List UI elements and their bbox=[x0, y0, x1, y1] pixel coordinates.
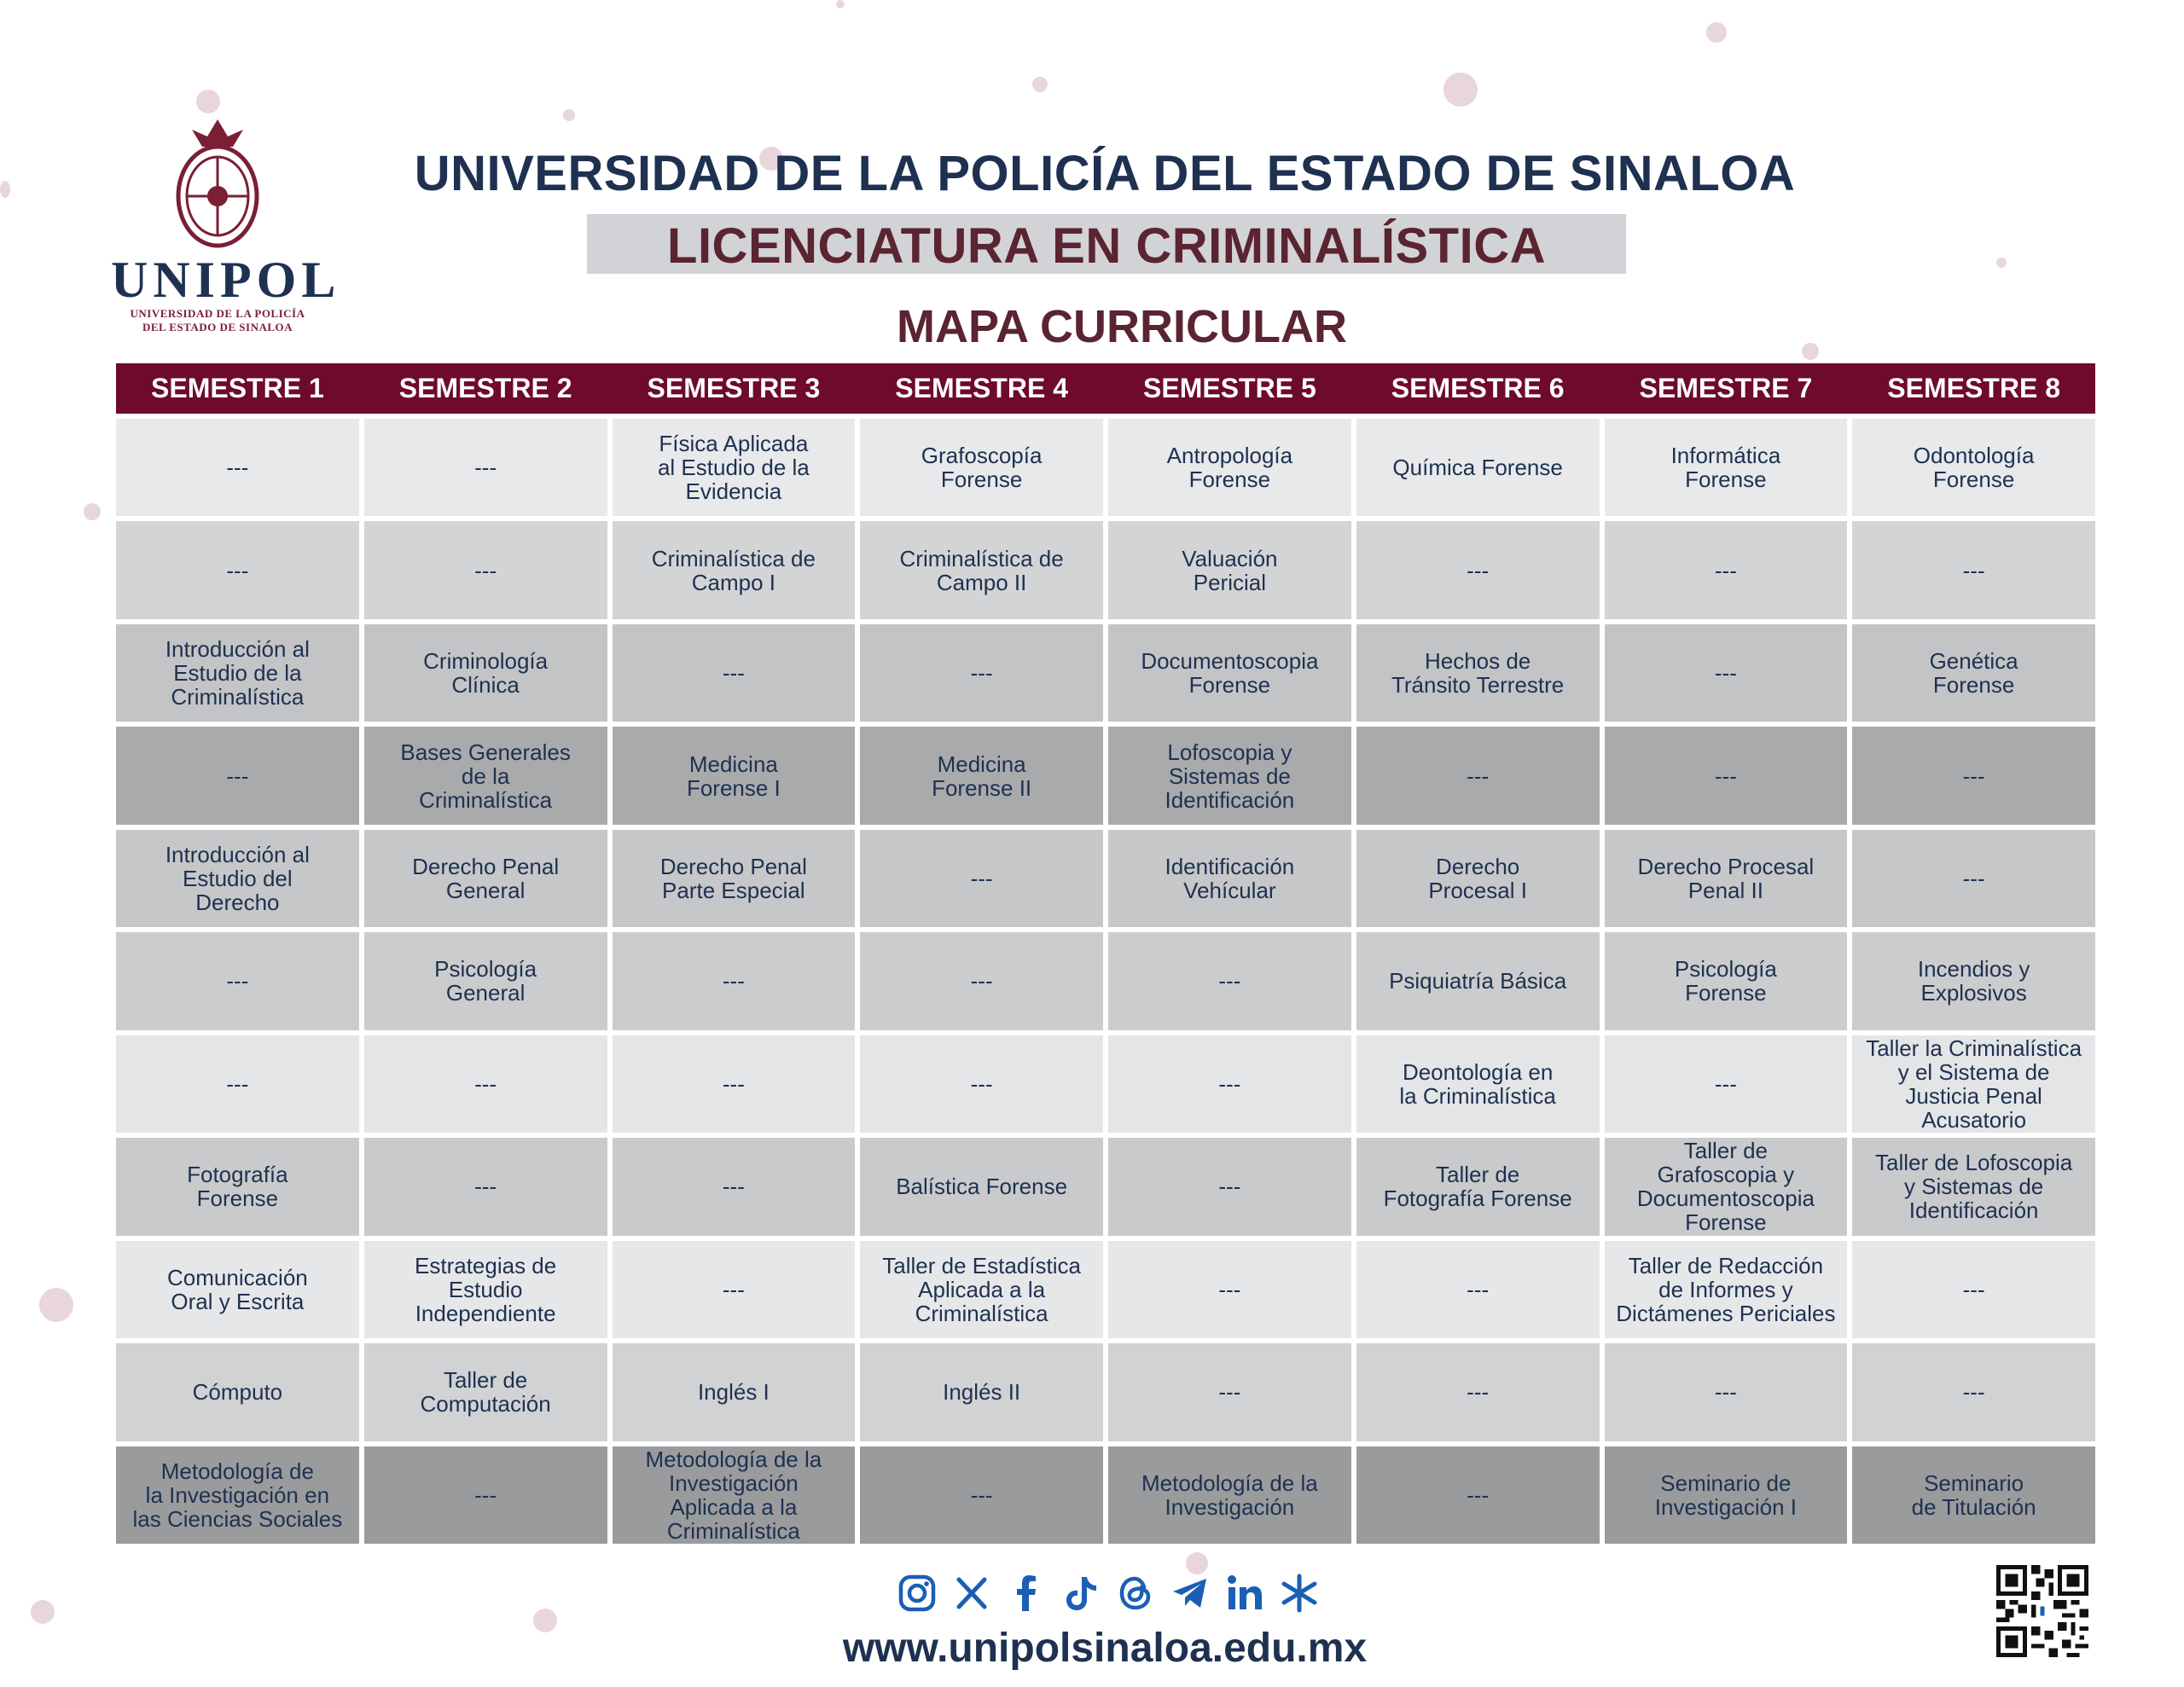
course-cell: Derecho Procesal Penal II bbox=[1605, 830, 1848, 927]
course-cell: --- bbox=[1605, 1035, 1848, 1133]
course-cell: Psicología General bbox=[364, 932, 607, 1029]
course-cell: --- bbox=[1108, 932, 1351, 1029]
course-cell: --- bbox=[1108, 1343, 1351, 1441]
course-cell: --- bbox=[1356, 1343, 1600, 1441]
semester-header-7: SEMESTRE 7 bbox=[1639, 373, 1813, 403]
course-cell: Hechos de Tránsito Terrestre bbox=[1356, 624, 1600, 722]
course-cell: Introducción al Estudio del Derecho bbox=[116, 830, 359, 927]
course-cell: --- bbox=[860, 830, 1103, 927]
course-cell: --- bbox=[1356, 1241, 1600, 1338]
logo-name: UNIPOL bbox=[111, 252, 341, 308]
course-cell: Medicina Forense II bbox=[860, 727, 1103, 824]
decor-dot bbox=[563, 109, 575, 121]
course-cell: --- bbox=[860, 1446, 1103, 1544]
semester-header-1: SEMESTRE 1 bbox=[151, 373, 324, 403]
decor-dot bbox=[196, 90, 220, 113]
course-cell: Criminalística de Campo II bbox=[860, 521, 1103, 618]
course-cell: --- bbox=[1852, 830, 2095, 927]
semester-header-8: SEMESTRE 8 bbox=[1887, 373, 2060, 403]
course-cell: --- bbox=[613, 1035, 856, 1133]
decor-dot bbox=[836, 0, 845, 9]
threads-icon[interactable] bbox=[1114, 1572, 1157, 1615]
course-cell: --- bbox=[1108, 1138, 1351, 1235]
decor-dot bbox=[31, 1600, 55, 1624]
logo-subtitle-line1: UNIVERSIDAD DE LA POLICÍA bbox=[130, 307, 305, 320]
course-cell: --- bbox=[116, 419, 359, 516]
course-cell: Metodología de la Investigación Aplicada a la Criminalística bbox=[613, 1446, 856, 1544]
course-cell: Fotografía Forense bbox=[116, 1138, 359, 1235]
instagram-icon[interactable] bbox=[896, 1572, 938, 1615]
course-cell: --- bbox=[1108, 1035, 1351, 1133]
course-cell: Odontología Forense bbox=[1852, 419, 2095, 516]
course-cell: --- bbox=[1852, 521, 2095, 618]
course-cell: Estrategias de Estudio Independiente bbox=[364, 1241, 607, 1338]
course-cell: Deontología en la Criminalística bbox=[1356, 1035, 1600, 1133]
course-cell: --- bbox=[1605, 521, 1848, 618]
course-cell: Química Forense bbox=[1356, 419, 1600, 516]
course-cell: Antropología Forense bbox=[1108, 419, 1351, 516]
course-cell: Taller de Grafoscopia y Documentoscopia Forense bbox=[1605, 1138, 1848, 1235]
course-cell: --- bbox=[1605, 727, 1848, 824]
semester-header-5: SEMESTRE 5 bbox=[1143, 373, 1316, 403]
semester-header-6: SEMESTRE 6 bbox=[1391, 373, 1565, 403]
course-cell: Taller de Lofoscopia y Sistemas de Identificación bbox=[1852, 1138, 2095, 1235]
course-cell: Bases Generales de la Criminalística bbox=[364, 727, 607, 824]
qr-code-icon bbox=[1996, 1565, 2088, 1657]
semester-header-4: SEMESTRE 4 bbox=[895, 373, 1068, 403]
decor-dot bbox=[84, 503, 101, 520]
course-cell: --- bbox=[1852, 727, 2095, 824]
course-cell: --- bbox=[1852, 1241, 2095, 1338]
telegram-icon[interactable] bbox=[1169, 1572, 1211, 1615]
course-cell: --- bbox=[364, 521, 607, 618]
course-cell: --- bbox=[1108, 1241, 1351, 1338]
course-cell: Taller de Computación bbox=[364, 1343, 607, 1441]
course-cell: Balística Forense bbox=[860, 1138, 1103, 1235]
course-cell: --- bbox=[1605, 1343, 1848, 1441]
course-cell: Inglés I bbox=[613, 1343, 856, 1441]
course-cell: --- bbox=[860, 932, 1103, 1029]
course-cell: --- bbox=[1356, 727, 1600, 824]
course-cell: Taller la Criminalística y el Sistema de Justicia Penal Acusatorio bbox=[1852, 1035, 2095, 1133]
course-cell: --- bbox=[613, 624, 856, 722]
course-cell: Taller de Estadística Aplicada a la Criminalística bbox=[860, 1241, 1103, 1338]
course-cell: Inglés II bbox=[860, 1343, 1103, 1441]
course-cell: Derecho Procesal I bbox=[1356, 830, 1600, 927]
logo-subtitle-line2: DEL ESTADO DE SINALOA bbox=[142, 321, 293, 333]
course-cell: --- bbox=[116, 727, 359, 824]
course-cell: --- bbox=[613, 1241, 856, 1338]
course-cell: --- bbox=[613, 1138, 856, 1235]
decor-dot bbox=[39, 1288, 73, 1322]
course-cell: Documentoscopia Forense bbox=[1108, 624, 1351, 722]
curriculum-map-title: MAPA CURRICULAR bbox=[897, 301, 1347, 352]
course-cell: Metodología de la Investigación en las Ciencias Sociales bbox=[116, 1446, 359, 1544]
tiktok-icon[interactable] bbox=[1060, 1572, 1102, 1615]
course-cell: --- bbox=[1605, 624, 1848, 722]
course-cell: --- bbox=[116, 932, 359, 1029]
course-cell: Derecho Penal General bbox=[364, 830, 607, 927]
course-cell: --- bbox=[364, 1446, 607, 1544]
course-cell: --- bbox=[364, 419, 607, 516]
course-cell: --- bbox=[364, 1035, 607, 1133]
semester-header-3: SEMESTRE 3 bbox=[647, 373, 821, 403]
course-cell: Seminario de Investigación I bbox=[1605, 1446, 1848, 1544]
course-cell: Psiquiatría Básica bbox=[1356, 932, 1600, 1029]
course-cell: --- bbox=[860, 1035, 1103, 1133]
decor-dot bbox=[1996, 258, 2007, 268]
course-cell: Identificación Vehícular bbox=[1108, 830, 1351, 927]
course-cell: Física Aplicada al Estudio de la Evidencia bbox=[613, 419, 856, 516]
semester-header-2: SEMESTRE 2 bbox=[398, 373, 572, 403]
course-cell: Cómputo bbox=[116, 1343, 359, 1441]
course-cell: --- bbox=[860, 624, 1103, 722]
course-cell: Criminalística de Campo I bbox=[613, 521, 856, 618]
course-cell: Incendios y Explosivos bbox=[1852, 932, 2095, 1029]
course-cell: Seminario de Titulación bbox=[1852, 1446, 2095, 1544]
course-cell: --- bbox=[1356, 1446, 1600, 1544]
course-cell: Psicología Forense bbox=[1605, 932, 1848, 1029]
decor-dot bbox=[1443, 72, 1478, 107]
course-cell: --- bbox=[116, 1035, 359, 1133]
course-cell: --- bbox=[613, 932, 856, 1029]
course-cell: Lofoscopia y Sistemas de Identificación bbox=[1108, 727, 1351, 824]
asterisk-icon[interactable] bbox=[1278, 1572, 1321, 1615]
course-cell: Derecho Penal Parte Especial bbox=[613, 830, 856, 927]
course-cell: Valuación Pericial bbox=[1108, 521, 1351, 618]
website-link[interactable]: www.unipolsinaloa.edu.mx bbox=[842, 1626, 1368, 1671]
course-cell: --- bbox=[116, 521, 359, 618]
linkedin-icon[interactable] bbox=[1223, 1572, 1266, 1615]
curriculum-table bbox=[116, 363, 2095, 1544]
course-cell: Medicina Forense I bbox=[613, 727, 856, 824]
course-cell: --- bbox=[1852, 1343, 2095, 1441]
course-cell: Grafoscopía Forense bbox=[860, 419, 1103, 516]
social-icons bbox=[896, 1572, 1321, 1615]
course-cell: Taller de Redacción de Informes y Dictámenes Periciales bbox=[1605, 1241, 1848, 1338]
decor-dot bbox=[1706, 22, 1727, 43]
course-cell: --- bbox=[364, 1138, 607, 1235]
course-cell: --- bbox=[1356, 521, 1600, 618]
facebook-icon[interactable] bbox=[1005, 1572, 1048, 1615]
decor-dot bbox=[1032, 77, 1048, 92]
university-title: UNIVERSIDAD DE LA POLICÍA DEL ESTADO DE SINALOA bbox=[414, 146, 1796, 201]
course-cell: Metodología de la Investigación bbox=[1108, 1446, 1351, 1544]
course-cell: Introducción al Estudio de la Criminalística bbox=[116, 624, 359, 722]
course-cell: Comunicación Oral y Escrita bbox=[116, 1241, 359, 1338]
x-icon[interactable] bbox=[950, 1572, 993, 1615]
course-cell: Genética Forense bbox=[1852, 624, 2095, 722]
course-cell: Criminología Clínica bbox=[364, 624, 607, 722]
course-cell: Informática Forense bbox=[1605, 419, 1848, 516]
degree-title: LICENCIATURA EN CRIMINALÍSTICA bbox=[667, 218, 1546, 274]
course-cell: Taller de Fotografía Forense bbox=[1356, 1138, 1600, 1235]
